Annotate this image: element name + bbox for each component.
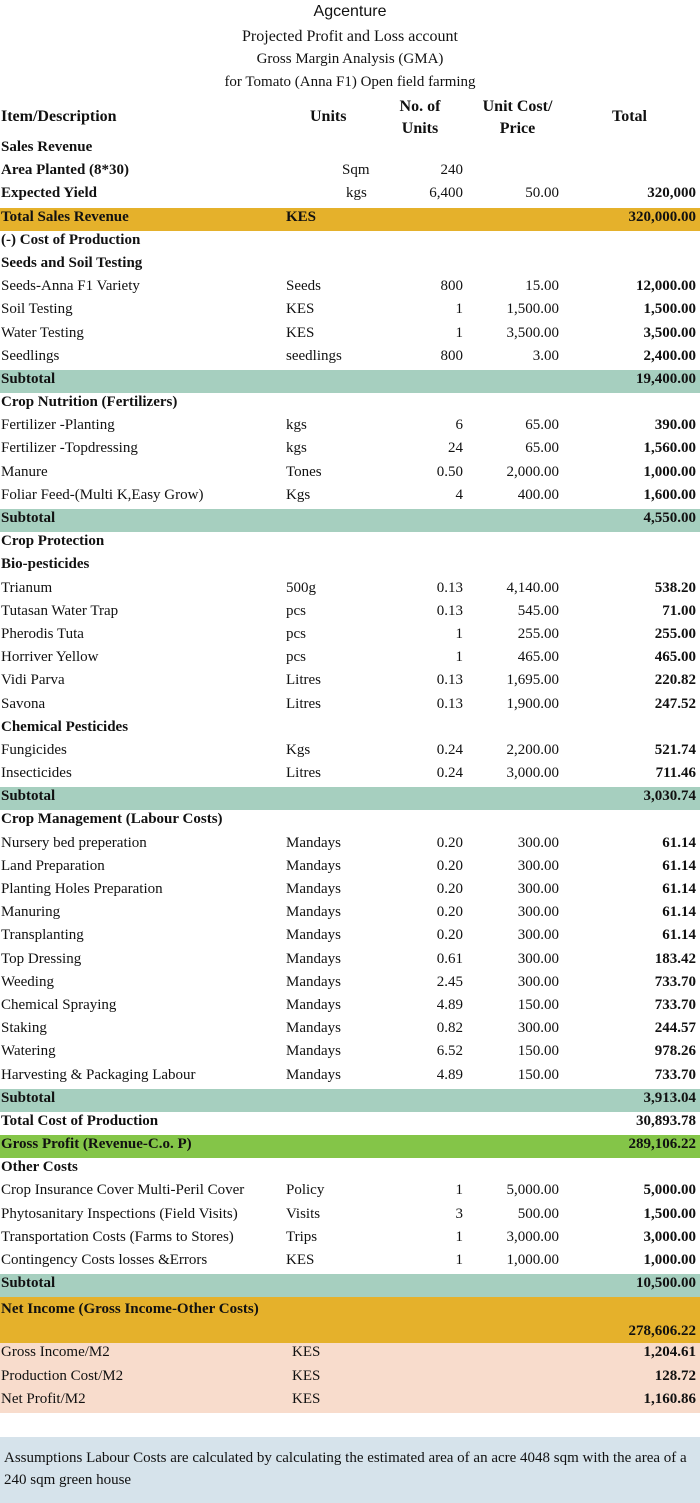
row-unit-price: 300.00	[517, 834, 559, 851]
row-no-of-units: 0.61	[436, 950, 463, 967]
table-row	[0, 973, 700, 996]
row-item-label: Subtotal	[1, 370, 56, 387]
row-no-of-units: 4	[455, 486, 463, 503]
row-unit-price: 300.00	[517, 950, 559, 967]
row-unit-price: 255.00	[517, 625, 559, 642]
row-item-label: Other Costs	[1, 1159, 78, 1176]
row-total: 1,600.00	[643, 486, 696, 503]
row-no-of-units: 0.20	[436, 927, 463, 944]
row-units: KES	[286, 1252, 315, 1268]
column-header-unit-price-line2: Price	[499, 120, 536, 137]
row-no-of-units: 0.13	[436, 695, 463, 712]
row-units: Mandays	[286, 996, 341, 1013]
row-item-label: Chemical Pesticides	[1, 718, 129, 735]
row-no-of-units: 0.20	[436, 834, 463, 851]
table-row	[0, 880, 700, 903]
row-no-of-units: 1	[455, 301, 463, 318]
table-row	[0, 857, 700, 880]
row-total: 12,000.00	[636, 278, 696, 295]
table-row	[0, 1343, 700, 1366]
row-no-of-units: 0.13	[436, 672, 463, 689]
row-unit-price: 300.00	[517, 973, 559, 990]
table-row	[0, 718, 700, 741]
row-item-label: Seeds and Soil Testing	[1, 254, 143, 271]
row-no-of-units: 0.13	[436, 579, 463, 596]
row-total: 733.70	[654, 1066, 696, 1083]
row-total: 521.74	[654, 741, 696, 758]
row-total: 10,500.00	[636, 1275, 696, 1292]
row-total: 3,000.00	[643, 1228, 696, 1245]
row-item-label: Crop Insurance Cover Multi-Peril Cover	[1, 1182, 245, 1199]
row-total: 1,500.00	[643, 301, 696, 318]
row-unit-price: 15.00	[525, 278, 559, 295]
table-row	[0, 625, 700, 648]
report-subtitle: Gross Margin Analysis (GMA)	[256, 51, 444, 67]
row-item-label: Horriver Yellow	[1, 649, 99, 666]
report-crop: for Tomato (Anna F1) Open field farming	[224, 74, 476, 90]
row-item-label: Expected Yield	[1, 185, 97, 202]
row-no-of-units: 1	[455, 1182, 463, 1199]
row-unit-price: 3,500.00	[506, 324, 559, 341]
row-item-label: Contingency Costs losses &Errors	[1, 1252, 208, 1268]
row-no-of-units: 4.89	[436, 1066, 463, 1083]
row-units: Kgs	[286, 741, 311, 758]
row-no-of-units: 3	[455, 1205, 463, 1222]
table-row	[0, 834, 700, 857]
row-units: Mandays	[286, 1043, 341, 1060]
row-total: 465.00	[654, 649, 696, 666]
table-row	[0, 254, 700, 277]
row-unit-price: 150.00	[517, 996, 559, 1013]
table-row	[0, 996, 700, 1019]
row-total: 183.42	[654, 950, 696, 967]
row-unit-price: 4,140.00	[506, 579, 559, 596]
row-no-of-units: 0.20	[436, 857, 463, 874]
row-item-label: Weeding	[1, 973, 54, 990]
row-unit-price: 2,200.00	[506, 741, 559, 758]
row-total: 711.46	[655, 765, 696, 782]
column-header-units: Units	[310, 108, 347, 125]
row-total: 320,000.00	[628, 208, 696, 225]
row-unit-price: 400.00	[517, 486, 559, 503]
table-row	[0, 300, 700, 323]
row-total: 390.00	[654, 417, 696, 434]
row-item-label: Sales Revenue	[1, 139, 93, 155]
row-item-label: Manure	[1, 463, 48, 480]
table-row	[0, 671, 700, 694]
gma-table	[0, 138, 700, 1413]
row-item-label: Land Preparation	[1, 857, 105, 874]
row-item-label: Watering	[1, 1043, 56, 1060]
row-unit-price: 150.00	[517, 1066, 559, 1083]
row-total: 1,500.00	[643, 1205, 696, 1222]
table-row	[0, 903, 700, 926]
row-unit-price: 65.00	[525, 440, 559, 457]
row-no-of-units: 4.89	[436, 996, 463, 1013]
row-total: 244.57	[654, 1020, 696, 1037]
table-row	[0, 1112, 700, 1135]
table-row	[0, 1089, 700, 1112]
table-row	[0, 695, 700, 718]
row-units: Tones	[286, 463, 322, 480]
row-no-of-units: 0.24	[436, 765, 463, 782]
row-total: 247.52	[654, 695, 696, 712]
row-units: KES	[292, 1367, 321, 1384]
assumptions-note: Assumptions Labour Costs are calculated by calculating the estimated area of an acre 4048 sqm with the area of a 240 sqm green house	[0, 1437, 700, 1503]
table-row	[0, 509, 700, 532]
table-row	[0, 579, 700, 602]
row-units: seedlings	[286, 347, 342, 364]
row-total: 1,000.00	[643, 1252, 696, 1268]
row-item-label: (-) Cost of Production	[1, 231, 141, 248]
table-row	[0, 416, 700, 439]
table-row	[0, 463, 700, 486]
table-row	[0, 1390, 700, 1413]
row-total: 733.70	[654, 996, 696, 1013]
row-total: 61.14	[662, 834, 696, 851]
table-row	[0, 950, 700, 973]
row-no-of-units: 2.45	[436, 973, 463, 990]
row-no-of-units: 0.24	[436, 741, 463, 758]
row-total: 71.00	[662, 602, 696, 619]
table-row	[0, 787, 700, 810]
column-header-unit-price-line1: Unit Cost/	[482, 98, 553, 115]
row-item-label: Transplanting	[1, 927, 84, 944]
row-unit-price: 545.00	[517, 602, 559, 619]
row-item-label: Gross Profit (Revenue-C.o. P)	[1, 1136, 192, 1153]
row-unit-price: 3,000.00	[506, 1228, 559, 1245]
row-item-label: Trianum	[1, 579, 53, 596]
row-units: pcs	[286, 602, 306, 619]
row-item-label: Manuring	[1, 904, 61, 921]
row-units: Mandays	[286, 834, 341, 851]
row-total: 289,106.22	[628, 1136, 696, 1153]
row-unit-price: 300.00	[517, 857, 559, 874]
row-units: pcs	[286, 625, 306, 642]
row-unit-price: 2,000.00	[506, 463, 559, 480]
table-row	[0, 161, 700, 184]
row-units: Seeds	[286, 278, 321, 295]
row-total: 320,000	[647, 185, 696, 202]
row-total: 61.14	[662, 857, 696, 874]
row-no-of-units: 1	[455, 1252, 463, 1268]
table-row	[0, 324, 700, 347]
row-item-label: Nursery bed preperation	[1, 834, 147, 851]
table-row	[0, 393, 700, 416]
row-item-label: Chemical Spraying	[1, 996, 117, 1013]
row-units: Mandays	[286, 1066, 341, 1083]
row-no-of-units: 6,400	[429, 185, 463, 202]
row-units: Litres	[286, 672, 321, 689]
column-header-no-of-units-line1: No. of	[399, 98, 441, 115]
table-row	[0, 602, 700, 625]
row-item-label: Foliar Feed-(Multi K,Easy Grow)	[1, 486, 204, 503]
table-row	[0, 926, 700, 949]
table-row	[0, 208, 700, 231]
row-item-label: Soil Testing	[1, 301, 73, 318]
row-units: KES	[292, 1344, 321, 1361]
table-row	[0, 1274, 700, 1297]
row-item-label: Subtotal	[1, 788, 56, 805]
table-row	[0, 764, 700, 787]
table-row	[0, 1251, 700, 1274]
row-total: 978.26	[654, 1043, 696, 1060]
row-total: 733.70	[654, 973, 696, 990]
row-total: 3,913.04	[643, 1089, 696, 1106]
row-total: 1,000.00	[643, 463, 696, 480]
row-no-of-units: 0.13	[436, 602, 463, 619]
row-units: Litres	[286, 695, 321, 712]
row-total: 278,606.22	[628, 1323, 696, 1340]
row-total: 19,400.00	[636, 370, 696, 387]
row-no-of-units: 0.50	[436, 463, 463, 480]
column-header-no-of-units	[380, 96, 460, 140]
row-units: Mandays	[286, 857, 341, 874]
row-item-label: Top Dressing	[1, 950, 82, 967]
table-row	[0, 1135, 700, 1158]
row-total: 1,204.61	[643, 1344, 696, 1361]
row-total: 220.82	[654, 672, 696, 689]
column-header-total: Total	[612, 108, 647, 125]
row-no-of-units: 800	[440, 347, 463, 364]
row-total: 2,400.00	[643, 347, 696, 364]
row-units: 500g	[286, 579, 316, 596]
row-units: kgs	[286, 417, 307, 434]
row-item-label: Savona	[1, 695, 46, 712]
row-units: pcs	[286, 649, 306, 666]
row-unit-price: 150.00	[517, 1043, 559, 1060]
row-item-label: Vidi Parva	[1, 672, 65, 689]
row-item-label: Planting Holes Preparation	[1, 881, 163, 897]
row-no-of-units: 240	[440, 162, 463, 179]
table-row	[0, 184, 700, 207]
table-row	[0, 1158, 700, 1181]
table-row	[0, 439, 700, 462]
row-item-label: Insecticides	[1, 765, 72, 782]
row-total: 5,000.00	[643, 1182, 696, 1199]
row-item-label: Harvesting & Packaging Labour	[1, 1066, 196, 1083]
row-units: Mandays	[286, 973, 341, 990]
row-item-label: Gross Income/M2	[1, 1344, 110, 1361]
row-unit-price: 1,500.00	[506, 301, 559, 318]
table-row	[0, 370, 700, 393]
row-unit-price: 3.00	[532, 347, 559, 364]
row-unit-price: 5,000.00	[506, 1182, 559, 1199]
row-item-label: Seedlings	[1, 347, 60, 364]
row-total: 1,160.86	[643, 1390, 696, 1407]
row-item-label: Production Cost/M2	[1, 1367, 124, 1384]
row-units: Trips	[286, 1228, 318, 1245]
row-units: kgs	[286, 440, 307, 457]
row-units: KES	[286, 301, 315, 318]
row-unit-price: 1,000.00	[506, 1252, 559, 1268]
row-units: Mandays	[286, 1020, 341, 1037]
row-total: 61.14	[662, 904, 696, 921]
brand-name: Agcenture	[313, 3, 387, 20]
row-unit-price: 300.00	[517, 904, 559, 921]
row-item-label: Phytosanitary Inspections (Field Visits)	[1, 1205, 238, 1222]
row-no-of-units: 1	[455, 649, 463, 666]
row-no-of-units: 0.20	[436, 881, 463, 897]
row-units: Visits	[286, 1205, 321, 1222]
column-header-unit-price	[470, 96, 565, 140]
row-unit-price: 465.00	[517, 649, 559, 666]
report-title: Projected Profit and Loss account	[242, 28, 458, 45]
row-no-of-units: 800	[440, 278, 463, 295]
row-units: KES	[286, 208, 317, 225]
row-total: 1,560.00	[643, 440, 696, 457]
table-row	[0, 277, 700, 300]
row-units: kgs	[346, 185, 367, 202]
table-row	[0, 1066, 700, 1089]
row-item-label: Fungicides	[1, 741, 67, 758]
row-units: Sqm	[342, 162, 370, 179]
row-item-label: Staking	[1, 1020, 47, 1037]
row-unit-price: 65.00	[525, 417, 559, 434]
row-unit-price: 1,695.00	[506, 672, 559, 689]
row-item-label: Net Income (Gross Income-Other Costs)	[1, 1301, 259, 1318]
table-row	[0, 1205, 700, 1228]
table-row	[0, 347, 700, 370]
row-units: KES	[286, 324, 315, 341]
row-total: 255.00	[654, 625, 696, 642]
row-item-label: Subtotal	[1, 510, 56, 526]
column-header-no-of-units-line2: Units	[401, 120, 439, 137]
row-item-label: Total Cost of Production	[1, 1112, 159, 1129]
row-no-of-units: 6.52	[436, 1043, 463, 1060]
row-item-label: Pherodis Tuta	[1, 625, 84, 642]
row-total: 128.72	[654, 1367, 696, 1384]
row-total: 30,893.78	[636, 1112, 696, 1129]
row-unit-price: 300.00	[517, 927, 559, 944]
row-item-label: Tutasan Water Trap	[1, 602, 119, 619]
table-row	[0, 1297, 700, 1343]
row-total: 538.20	[654, 579, 696, 596]
row-units: Kgs	[286, 486, 311, 503]
row-no-of-units: 6	[455, 417, 463, 434]
row-item-label: Subtotal	[1, 1089, 56, 1106]
row-no-of-units: 0.20	[436, 904, 463, 921]
table-row	[0, 1228, 700, 1251]
row-units: Mandays	[286, 927, 341, 944]
row-no-of-units: 1	[455, 324, 463, 341]
row-no-of-units: 1	[455, 1228, 463, 1245]
table-row	[0, 810, 700, 833]
table-row	[0, 1181, 700, 1204]
row-item-label: Total Sales Revenue	[1, 208, 129, 225]
table-row	[0, 138, 700, 161]
row-total: 4,550.00	[643, 510, 696, 526]
row-item-label: Subtotal	[1, 1275, 56, 1292]
table-row	[0, 1367, 700, 1390]
row-item-label: Area Planted (8*30)	[1, 162, 130, 179]
row-item-label: Seeds-Anna F1 Variety	[1, 278, 140, 295]
row-units: Mandays	[286, 881, 341, 897]
row-unit-price: 3,000.00	[506, 765, 559, 782]
row-unit-price: 1,900.00	[506, 695, 559, 712]
row-unit-price: 500.00	[517, 1205, 559, 1222]
row-total: 3,500.00	[643, 324, 696, 341]
table-row	[0, 532, 700, 555]
row-item-label: Crop Management (Labour Costs)	[1, 811, 223, 828]
row-units: Mandays	[286, 950, 341, 967]
table-row	[0, 741, 700, 764]
row-no-of-units: 1	[455, 625, 463, 642]
row-item-label: Bio-pesticides	[1, 556, 90, 573]
row-total: 3,030.74	[643, 788, 696, 805]
row-item-label: Crop Nutrition (Fertilizers)	[1, 394, 178, 411]
row-units: KES	[292, 1390, 321, 1407]
row-unit-price: 50.00	[525, 185, 559, 202]
row-unit-price: 300.00	[517, 881, 559, 897]
row-units: Mandays	[286, 904, 341, 921]
row-item-label: Transportation Costs (Farms to Stores)	[1, 1228, 234, 1245]
row-item-label: Water Testing	[1, 324, 84, 341]
row-units: Litres	[286, 765, 321, 782]
table-row	[0, 231, 700, 254]
table-row	[0, 648, 700, 671]
table-row	[0, 1042, 700, 1065]
table-row	[0, 1019, 700, 1042]
column-header-item: Item/Description	[1, 108, 117, 125]
row-units: Policy	[286, 1182, 325, 1199]
row-total: 61.14	[662, 927, 696, 944]
row-no-of-units: 0.82	[436, 1020, 463, 1037]
row-item-label: Net Profit/M2	[1, 1390, 86, 1407]
row-item-label: Crop Protection	[1, 533, 105, 550]
row-no-of-units: 24	[448, 440, 463, 457]
table-row	[0, 486, 700, 509]
row-item-label: Fertilizer -Planting	[1, 417, 115, 434]
row-item-label: Fertilizer -Topdressing	[1, 440, 138, 457]
row-unit-price: 300.00	[517, 1020, 559, 1037]
table-row	[0, 555, 700, 578]
row-total: 61.14	[662, 881, 696, 897]
